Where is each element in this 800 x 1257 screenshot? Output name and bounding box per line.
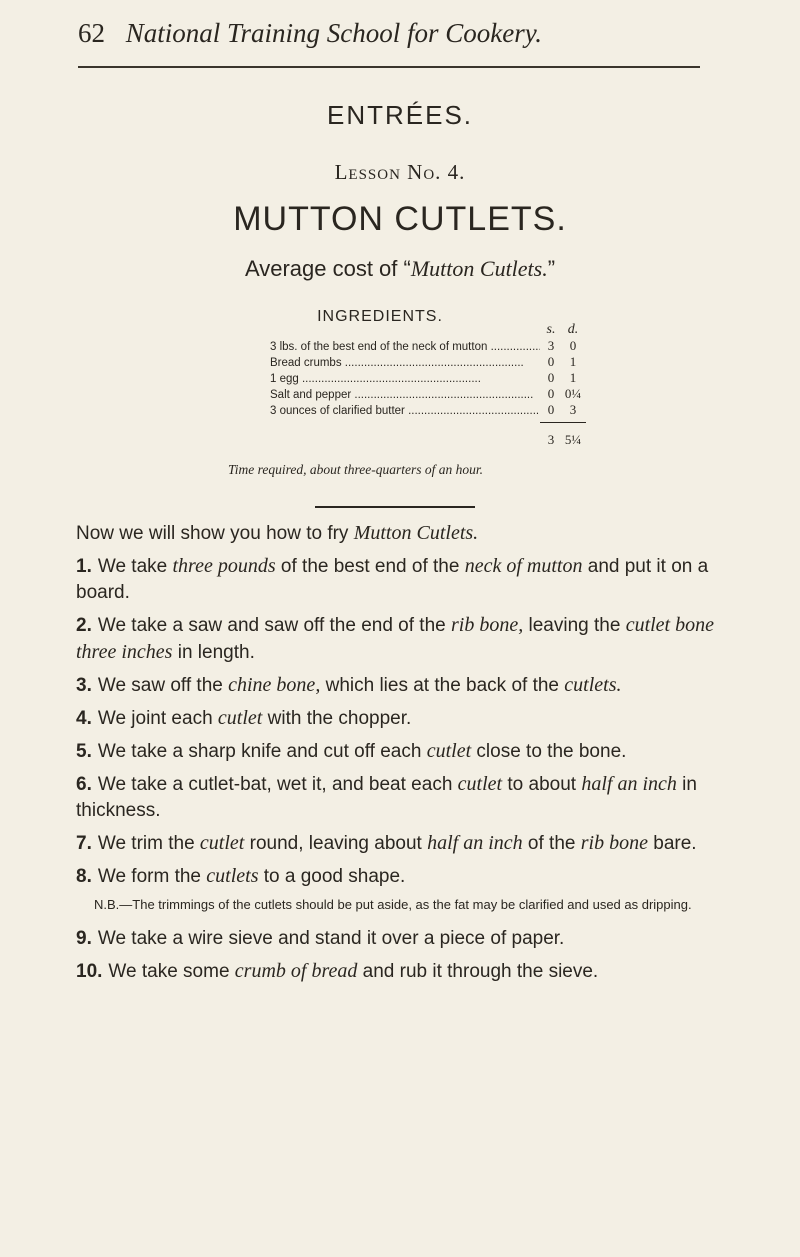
step-text: with the chopper. (262, 708, 412, 729)
step-8 (76, 863, 726, 890)
step-5 (76, 738, 726, 765)
ingredient-name: Bread crumbs ..... (270, 355, 540, 371)
intro-paragraph (76, 520, 726, 547)
shillings-unit: s. (546, 322, 556, 337)
instructions (76, 520, 726, 991)
cost-suffix: ” (547, 256, 556, 281)
ingredient-name: Salt and pepper ..... (270, 387, 540, 403)
step-text: We take a sharp knife and cut off each (97, 741, 427, 762)
ingredient-name: 1 egg ..... (270, 371, 540, 387)
step-3 (76, 672, 726, 699)
ingredient-pence: 0¼ (564, 386, 582, 401)
step-9 (76, 926, 726, 952)
step-text: We take (97, 556, 173, 577)
nota-bene: N.B.—The trimmings of the cutlets should be put aside, as the fat may be clarified and used as dripping. (94, 897, 692, 912)
average-cost-line (0, 256, 800, 282)
step-2 (76, 612, 726, 666)
total-shillings: 3 (547, 432, 555, 447)
step-text: and put it on a board. (76, 556, 709, 603)
ingredient-pence: 3 (569, 402, 577, 417)
step-number: 9. (76, 928, 92, 949)
step-number: 7. (76, 833, 92, 854)
step-number: 8. (76, 866, 92, 887)
header-rule (78, 66, 700, 68)
ingredients-table (270, 322, 590, 418)
step-1 (76, 553, 726, 606)
ingredient-shillings: 3 (547, 338, 555, 353)
step-text: to about (502, 774, 582, 795)
step-number: 5. (76, 741, 92, 762)
step-emphasis: cutlets (206, 865, 259, 887)
step-text: leaving the (523, 615, 626, 636)
step-number: 2. (76, 615, 92, 636)
step-text: in length. (172, 642, 255, 663)
time-required: Time required, about three-quarters of an hour. (228, 462, 483, 477)
separator-rule (315, 506, 475, 508)
step-text: of the (522, 833, 581, 854)
step-emphasis: rib bone (580, 832, 648, 854)
step-text: We take a cutlet-bat, wet it, and beat each (97, 774, 458, 795)
intro-text: Now we will show you how to fry (76, 523, 354, 544)
ingredient-shillings: 0 (547, 402, 555, 417)
step-emphasis: cutlet (457, 773, 503, 795)
units-row (270, 322, 590, 338)
step-text: which lies at the back of the (320, 675, 565, 696)
step-10 (76, 958, 726, 985)
ingredient-name: 3 lbs. of the best end of the neck of mutton ..... (270, 339, 540, 355)
step-number: 4. (76, 708, 92, 729)
step-number: 1. (76, 556, 92, 577)
step-text: to a good shape. (258, 866, 406, 887)
ingredient-pence: 0 (569, 338, 577, 353)
step-text: and rub it through the sieve. (357, 961, 599, 982)
page-number: 62 (78, 18, 105, 48)
total-pence: 5¼ (564, 432, 582, 447)
step-emphasis: neck of mutton (464, 555, 583, 577)
intro-emphasis: Mutton Cutlets. (353, 522, 479, 544)
ingredient-row (270, 386, 590, 402)
step-4 (76, 705, 726, 732)
ingredient-shillings: 0 (547, 386, 555, 401)
ingredient-pence: 1 (569, 370, 577, 385)
step-emphasis: half an inch (581, 773, 677, 795)
step-emphasis: cutlet (426, 740, 472, 762)
cost-title: Mutton Cutlets. (410, 256, 548, 281)
step-7 (76, 830, 726, 857)
step-emphasis: three pounds (172, 555, 276, 577)
ingredient-row (270, 402, 590, 418)
step-number: 6. (76, 774, 92, 795)
step-text: close to the bone. (471, 741, 627, 762)
step-text: We take some (108, 961, 235, 982)
ingredient-row (270, 354, 590, 370)
step-text: in thickness. (76, 774, 697, 821)
running-title: National Training School for Cookery. (125, 18, 543, 48)
total-rule (540, 422, 586, 423)
step-emphasis: cutlet (199, 832, 245, 854)
lesson-number: Lesson No. 4. (334, 160, 466, 184)
step-text: We take a wire sieve and stand it over a piece of paper. (97, 928, 565, 949)
ingredient-row (270, 338, 590, 354)
step-emphasis: chine bone, (228, 674, 321, 696)
step-emphasis: rib bone, (451, 614, 524, 636)
ingredient-name: 3 ounces of clarified butter ..... (270, 403, 540, 419)
page-header (78, 18, 718, 49)
step-number: 10. (76, 961, 103, 982)
ingredient-row (270, 370, 590, 386)
step-text: We trim the (97, 833, 200, 854)
step-emphasis: cutlets. (564, 674, 622, 696)
step-text: We form the (97, 866, 207, 887)
step-text: We saw off the (97, 675, 229, 696)
step-6 (76, 771, 726, 824)
step-number: 3. (76, 675, 92, 696)
pence-unit: d. (567, 322, 579, 337)
step-emphasis: crumb of bread (234, 960, 358, 982)
step-emphasis: cutlet (217, 707, 263, 729)
recipe-title: MUTTON CUTLETS. (233, 200, 567, 238)
ingredient-shillings: 0 (547, 354, 555, 369)
ingredients-heading: INGREDIENTS. (317, 308, 443, 325)
section-title: ENTRÉES. (326, 100, 474, 130)
step-text: round, leaving about (244, 833, 428, 854)
step-text: We joint each (97, 708, 218, 729)
step-text: We take a saw and saw off the end of the (97, 615, 451, 636)
total-cost (540, 432, 584, 448)
ingredient-pence: 1 (569, 354, 577, 369)
cost-prefix: Average cost of “ (244, 256, 411, 281)
step-emphasis: half an inch (427, 832, 523, 854)
step-emphasis: cutlet bone three inches (76, 614, 714, 663)
ingredient-shillings: 0 (547, 370, 555, 385)
step-text: bare. (647, 833, 697, 854)
step-text: of the best end of the (275, 556, 465, 577)
